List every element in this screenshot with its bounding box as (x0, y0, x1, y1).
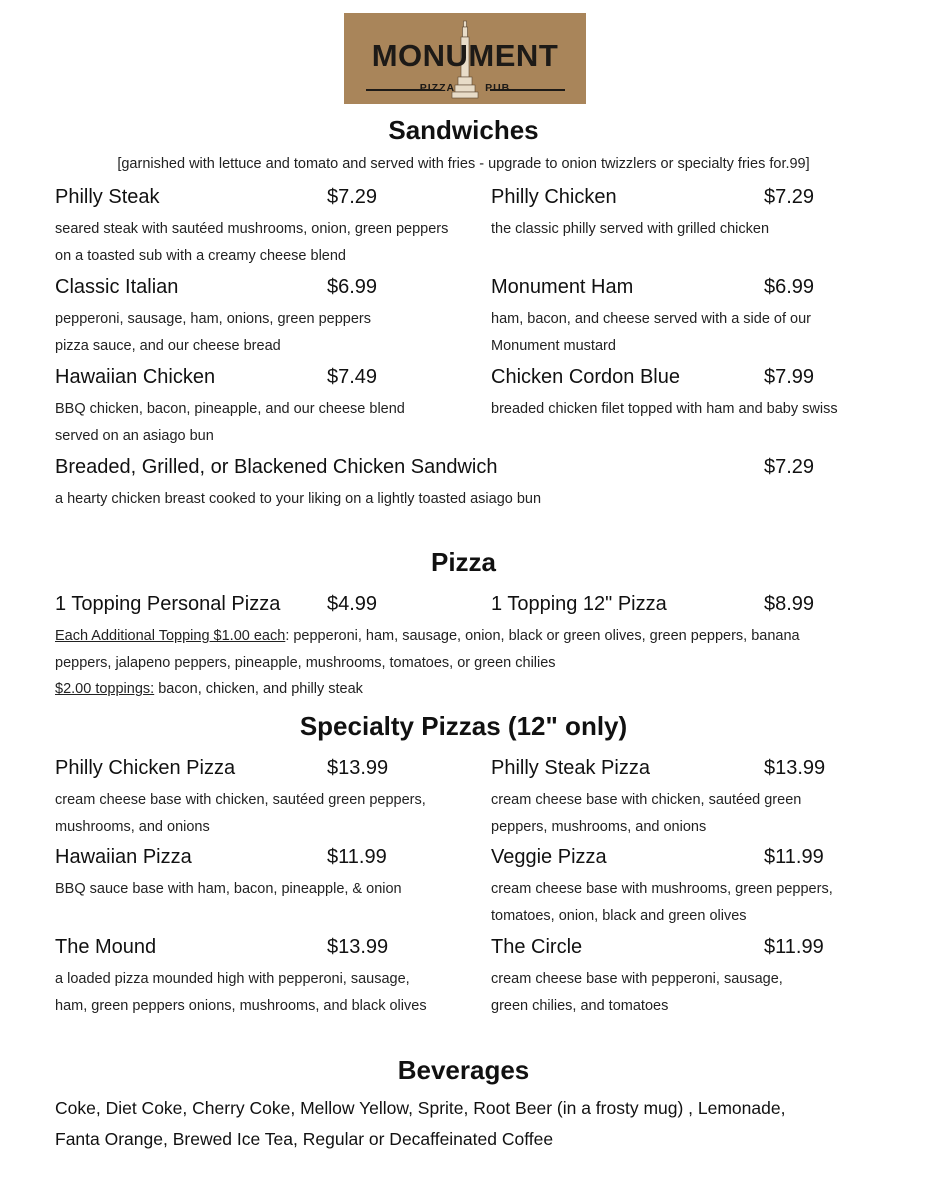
item-name: 1 Topping 12" Pizza (491, 593, 667, 615)
item-description: ham, bacon, and cheese served with a side of our Monument mustard (491, 311, 811, 354)
item-price: $13.99 (764, 757, 826, 779)
item-name: Chicken Cordon Blue (491, 366, 680, 388)
item-price: $6.99 (764, 276, 815, 298)
item-name: Philly Chicken Pizza (55, 757, 236, 779)
item-description: pepperoni, sausage, ham, onions, green peppers pizza sauce, and our cheese bread (55, 311, 371, 354)
specialty-heading: Specialty Pizzas (12" only) (299, 711, 628, 741)
beverages-heading: Beverages (397, 1055, 530, 1085)
sandwiches-note: [garnished with lettuce and tomato and served with fries - upgrade to onion twizzlers or specialty fries for.99] (117, 156, 810, 172)
item-name: Hawaiian Pizza (55, 846, 192, 868)
item-description: cream cheese base with pepperoni, sausage, green chilies, and tomatoes (491, 971, 783, 1014)
brand-name: MONUMENT (371, 38, 559, 73)
item-price: $7.99 (764, 366, 815, 388)
item-name: Philly Steak (55, 186, 160, 208)
item-name: The Circle (491, 936, 583, 958)
item-name: Philly Chicken (491, 186, 617, 208)
sandwiches-heading: Sandwiches (388, 115, 539, 145)
item-name: The Mound (55, 936, 157, 958)
item-price: $7.49 (327, 366, 378, 388)
item-name: Hawaiian Chicken (55, 366, 216, 388)
item-description: BBQ sauce base with ham, bacon, pineapple, & onion (55, 881, 402, 897)
topping-info: Each Additional Topping $1.00 each: pepperoni, ham, sausage, onion, black or green olives, green peppers, banana peppers, jalapeno peppers, pineapple, mushrooms, tomatoes, or green chilies $2.00 toppings: bacon, chicken, and philly steak (55, 628, 800, 697)
item-description: a hearty chicken breast cooked to your liking on a lightly toasted asiago bun (55, 491, 542, 507)
item-description: a loaded pizza mounded high with pepperoni, sausage, ham, green peppers onions, mushrooms, and black olives (55, 971, 427, 1014)
item-name: Classic Italian (55, 276, 179, 298)
item-name: Monument Ham (491, 276, 634, 298)
item-description: seared steak with sautéed mushrooms, onion, green peppers on a toasted sub with a creamy cheese blend (55, 221, 449, 264)
item-price: $13.99 (327, 757, 389, 779)
premium-topping-label: $2.00 toppings: (55, 681, 155, 697)
item-price: $11.99 (327, 846, 387, 868)
logo (344, 13, 586, 104)
item-price: $7.29 (327, 186, 378, 208)
item-description: cream cheese base with mushrooms, green peppers, tomatoes, onion, black and green olives (491, 881, 833, 924)
item-name: Veggie Pizza (491, 846, 607, 868)
item-price: $8.99 (764, 593, 815, 615)
item-price: $13.99 (327, 936, 389, 958)
item-price: $7.29 (764, 456, 815, 478)
beverage-list: Coke, Diet Coke, Cherry Coke, Mellow Yellow, Sprite, Root Beer (in a frosty mug) , Lemonade, Fanta Orange, Brewed Ice Tea, Regular or Decaffeinated Coffee (55, 1098, 786, 1149)
item-description: BBQ chicken, bacon, pineapple, and our cheese blend served on an asiago bun (55, 401, 405, 444)
item-description: cream cheese base with chicken, sautéed green peppers, mushrooms, and onions (55, 792, 426, 835)
item-description: cream cheese base with chicken, sautéed green peppers, mushrooms, and onions (491, 792, 802, 835)
item-name: Breaded, Grilled, or Blackened Chicken Sandwich (55, 456, 498, 478)
additional-topping-label: Each Additional Topping $1.00 each (55, 628, 286, 644)
item-description: the classic philly served with grilled chicken (491, 221, 770, 237)
item-description: breaded chicken filet topped with ham and baby swiss (491, 401, 838, 417)
logo-subtitle: PIZZA PUB (419, 82, 511, 94)
item-price: $11.99 (764, 936, 824, 958)
item-price: $6.99 (327, 276, 378, 298)
item-name: Philly Steak Pizza (491, 757, 650, 779)
item-price: $4.99 (327, 593, 378, 615)
pizza-heading: Pizza (430, 547, 497, 577)
item-price: $11.99 (764, 846, 824, 868)
item-price: $7.29 (764, 186, 815, 208)
item-name: 1 Topping Personal Pizza (55, 593, 281, 615)
